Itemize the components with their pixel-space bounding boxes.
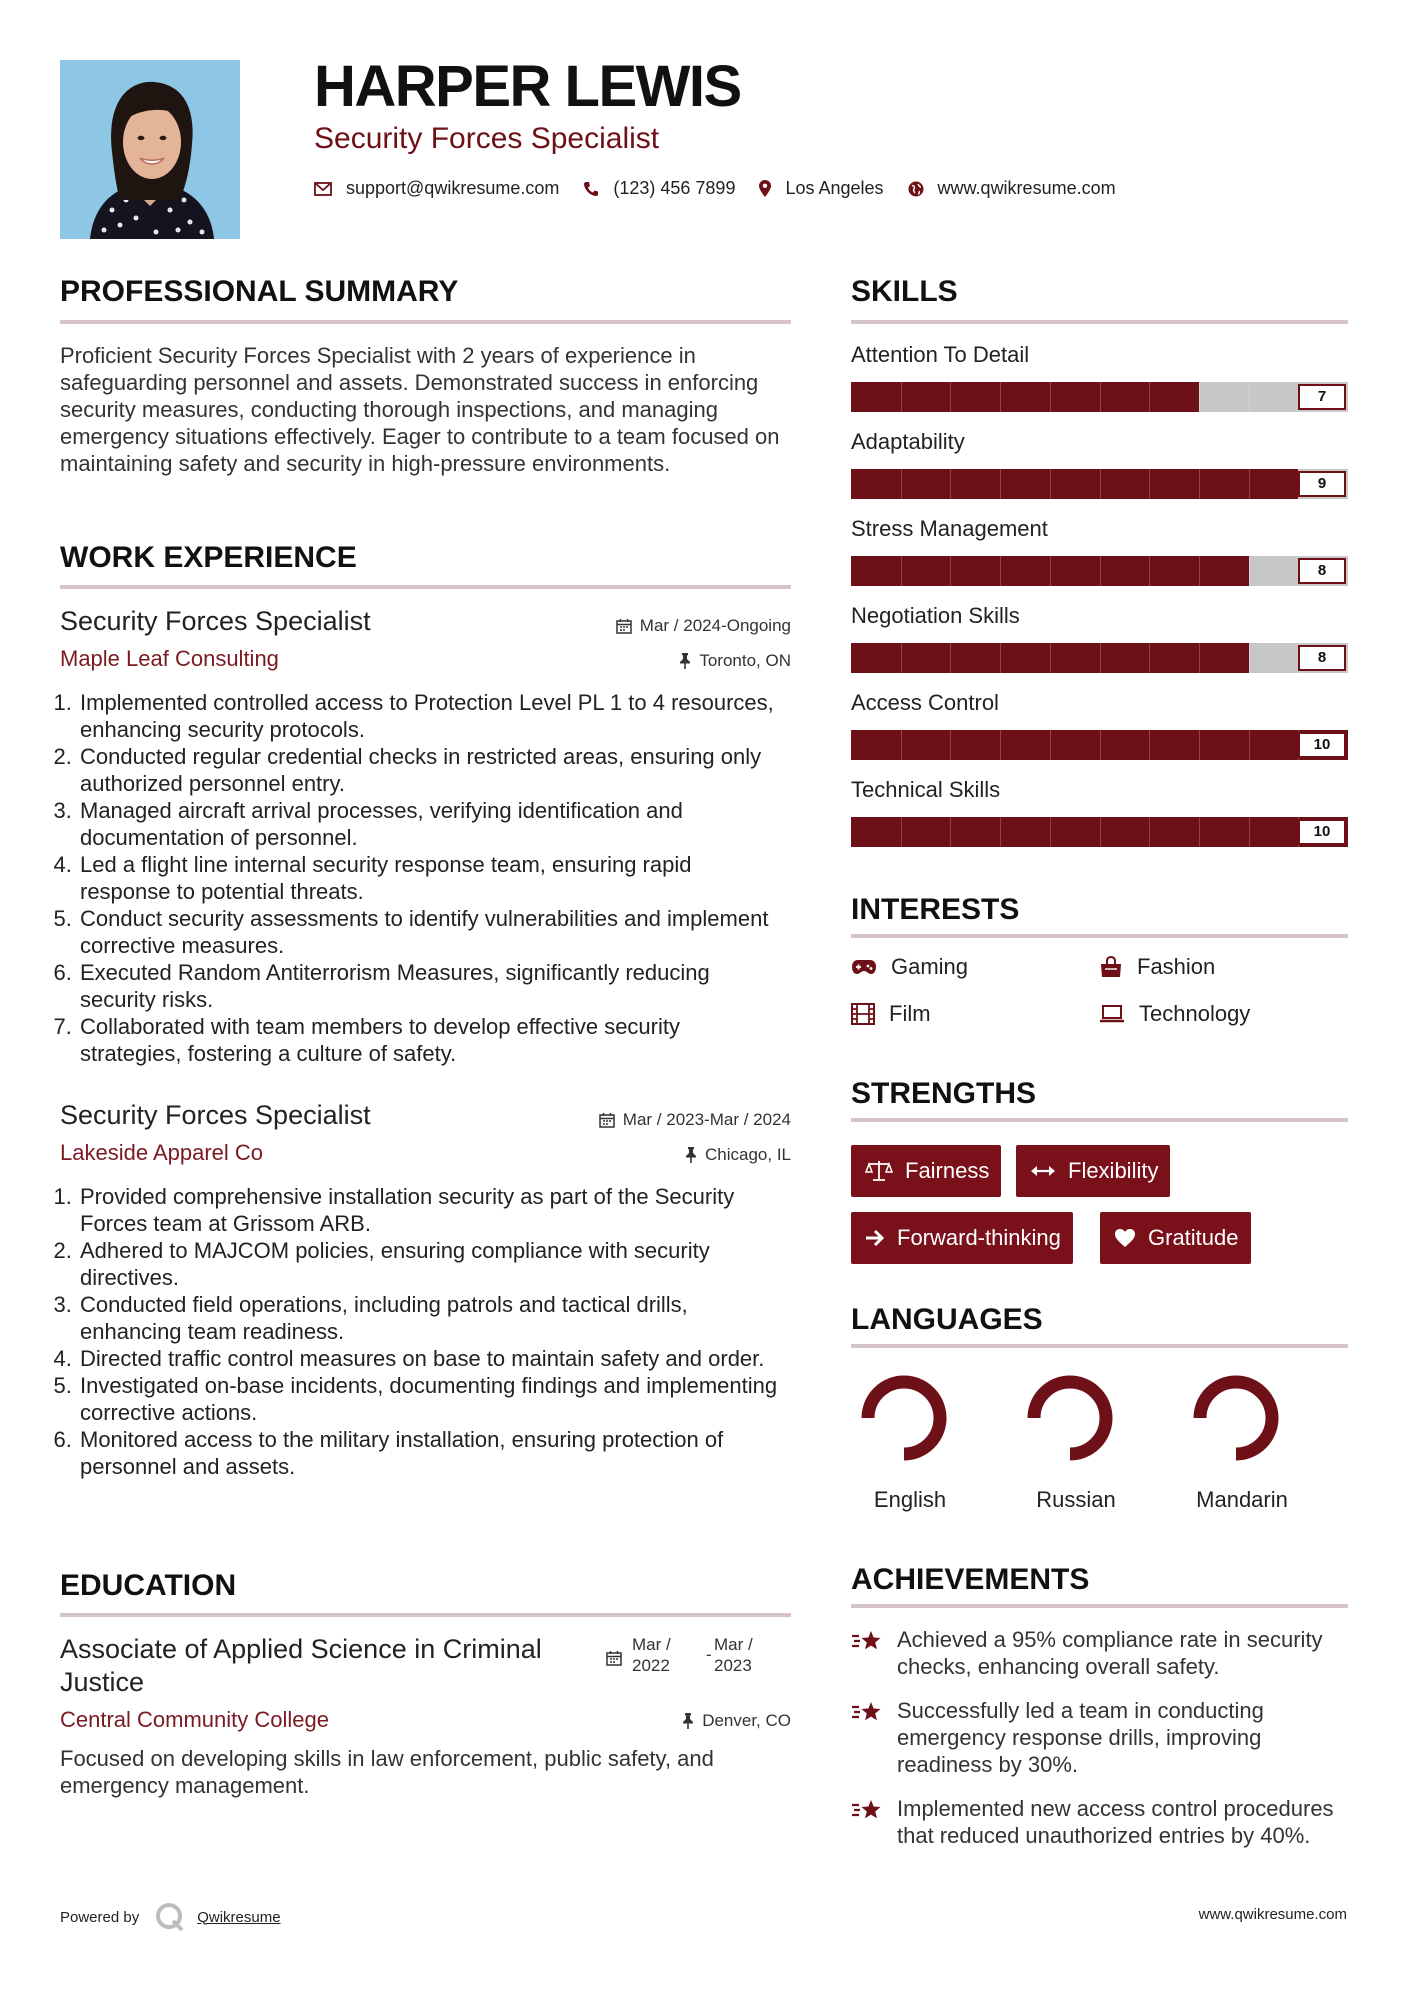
strength-label: Forward-thinking xyxy=(897,1225,1061,1250)
skill-label: Technical Skills xyxy=(851,777,1001,802)
candidate-role: Security Forces Specialist xyxy=(314,122,660,155)
skill-bar-segment xyxy=(1199,817,1200,847)
skill-bar-segment xyxy=(1249,382,1250,412)
skill-bar xyxy=(851,730,1348,760)
experience-divider xyxy=(60,585,791,589)
list-item: 6. Monitored access to the military installation, ensuring protection of personnel and assets. xyxy=(78,1426,785,1480)
languages-divider xyxy=(851,1344,1348,1348)
pushpin-icon xyxy=(685,1147,697,1163)
skill-bar-segment xyxy=(950,643,951,673)
language-gauge xyxy=(1192,1374,1280,1462)
education-start-month: Mar / xyxy=(632,1635,671,1654)
achievements-divider xyxy=(851,1604,1348,1608)
list-item: 4. Led a flight line internal security response team, ensuring rapid response to potential threats. xyxy=(78,851,785,905)
interest-label: Technology xyxy=(1139,1001,1251,1026)
gamepad-icon xyxy=(851,959,877,975)
job-2-title: Security Forces Specialist xyxy=(60,1100,371,1130)
language-gauge-arc xyxy=(1034,1382,1106,1454)
shooting-star-icon xyxy=(851,1699,883,1725)
strength-chip-gratitude xyxy=(1100,1212,1251,1264)
qwikresume-logo-icon xyxy=(155,1902,185,1932)
interests-heading: INTERESTS xyxy=(851,893,1020,926)
skill-bar-segment xyxy=(1050,469,1051,499)
strength-chip-fairness xyxy=(851,1145,1001,1197)
skill-bar-segment xyxy=(1199,730,1200,760)
skill-bar-segment xyxy=(1149,469,1150,499)
job-2-bullets xyxy=(60,1183,785,1480)
shooting-star-icon xyxy=(851,1797,883,1823)
language-gauge xyxy=(860,1374,948,1462)
skill-bar xyxy=(851,643,1348,673)
education-start-year: 2022 xyxy=(632,1656,670,1675)
interests-divider xyxy=(851,934,1348,938)
skill-bar-segment xyxy=(1100,469,1101,499)
skill-bar-segment xyxy=(1100,817,1101,847)
education-divider xyxy=(60,1613,791,1617)
skill-score: 10 xyxy=(1298,732,1346,758)
education-degree: Associate of Applied Science in Criminal Justice xyxy=(60,1634,542,1697)
map-marker-icon xyxy=(759,180,771,197)
skill-bar-segment xyxy=(1000,382,1001,412)
skill-bar xyxy=(851,469,1348,499)
education-heading: EDUCATION xyxy=(60,1569,237,1602)
job-1-bullets xyxy=(60,689,785,1067)
skill-bar-fill xyxy=(851,469,1298,499)
film-icon xyxy=(851,1003,875,1025)
skill-bar-segment xyxy=(950,556,951,586)
strength-label: Fairness xyxy=(905,1158,990,1183)
skill-bar-segment xyxy=(950,382,951,412)
strength-label: Gratitude xyxy=(1148,1225,1239,1250)
education-end xyxy=(714,1634,753,1676)
list-item: 6. Executed Random Antiterrorism Measures, significantly reducing security risks. xyxy=(78,959,785,1013)
contact-phone[interactable] xyxy=(583,178,735,199)
envelope-icon xyxy=(314,182,332,196)
strength-chip-flexibility xyxy=(1016,1145,1170,1197)
skill-bar-segment xyxy=(1000,730,1001,760)
interest-film xyxy=(851,1001,931,1027)
skill-bar xyxy=(851,382,1348,412)
arrows-horizontal-icon xyxy=(1030,1164,1056,1178)
job-1-company: Maple Leaf Consulting xyxy=(60,646,279,671)
skill-bar-segment xyxy=(1100,730,1101,760)
list-item: 5. Investigated on-base incidents, documenting findings and implementing corrective actions. xyxy=(78,1372,785,1426)
language-label: Mandarin xyxy=(1196,1487,1288,1512)
skill-bar-segment xyxy=(1249,817,1250,847)
language-gauge xyxy=(1026,1374,1114,1462)
strength-chip-forward-thinking xyxy=(851,1212,1073,1264)
education-school: Central Community College xyxy=(60,1707,329,1732)
education-end-month: Mar / xyxy=(714,1635,753,1654)
education-start xyxy=(632,1634,671,1676)
education-date-separator: - xyxy=(706,1645,712,1664)
job-2-location-text: Chicago, IL xyxy=(705,1145,791,1164)
achievement-text: Successfully led a team in conducting emergency response drills, improving readiness by 30%. xyxy=(897,1698,1264,1777)
job-1-title: Security Forces Specialist xyxy=(60,606,371,636)
job-1-dates-text: Mar / 2024-Ongoing xyxy=(639,616,791,635)
candidate-name: HARPER LEWIS xyxy=(314,54,741,119)
skill-bar-segment xyxy=(901,556,902,586)
laptop-icon xyxy=(1099,1005,1125,1023)
contact-phone-text: (123) 456 7899 xyxy=(613,178,736,198)
list-item: 2. Conducted regular credential checks in restricted areas, ensuring only authorized personnel entry. xyxy=(78,743,785,797)
language-label: English xyxy=(873,1487,947,1512)
skill-score: 7 xyxy=(1298,384,1346,410)
contact-website[interactable] xyxy=(908,178,1116,199)
skill-bar-segment xyxy=(1249,556,1250,586)
strengths-divider xyxy=(851,1118,1348,1122)
skills-divider xyxy=(851,320,1348,324)
contact-bar xyxy=(314,178,1140,199)
skill-bar-segment xyxy=(1100,382,1101,412)
skill-bar-segment xyxy=(1249,469,1250,499)
contact-location xyxy=(759,178,883,199)
achievement-text: Achieved a 95% compliance rate in security checks, enhancing overall safety. xyxy=(897,1627,1323,1679)
skill-bar-segment xyxy=(1149,382,1150,412)
skill-bar-segment xyxy=(1050,817,1051,847)
skill-bar-segment xyxy=(1149,643,1150,673)
list-item: 3. Managed aircraft arrival processes, verifying identification and documentation of personnel. xyxy=(78,797,785,851)
skill-bar-segment xyxy=(1199,382,1200,412)
skill-score: 10 xyxy=(1298,819,1346,845)
pushpin-icon xyxy=(682,1713,694,1729)
achievement-item xyxy=(851,1697,1348,1778)
languages-heading: LANGUAGES xyxy=(851,1303,1043,1336)
achievement-item xyxy=(851,1795,1348,1849)
skill-bar-segment xyxy=(1149,730,1150,760)
contact-email-text: support@qwikresume.com xyxy=(346,178,560,198)
skill-bar-segment xyxy=(901,469,902,499)
shopping-bag-icon xyxy=(1099,956,1123,978)
interest-label: Gaming xyxy=(891,954,969,979)
arrow-right-icon xyxy=(865,1229,885,1247)
skill-bar xyxy=(851,817,1348,847)
skill-bar-segment xyxy=(1149,556,1150,586)
education-end-year: 2023 xyxy=(714,1656,752,1675)
skill-bar-segment xyxy=(901,382,902,412)
skill-label: Stress Management xyxy=(851,516,1048,541)
job-2-dates-text: Mar / 2023-Mar / 2024 xyxy=(622,1110,791,1129)
list-item: 3. Conducted field operations, including patrols and tactical drills, enhancing team readiness. xyxy=(78,1291,785,1345)
list-item: 1. Implemented controlled access to Protection Level PL 1 to 4 resources, enhancing security protocols. xyxy=(78,689,785,743)
achievement-text: Implemented new access control procedures that reduced unauthorized entries by 40%. xyxy=(897,1796,1334,1848)
list-item: 2. Adhered to MAJCOM policies, ensuring compliance with security directives. xyxy=(78,1237,785,1291)
summary-text: Proficient Security Forces Specialist with 2 years of experience in safeguarding personnel and assets. Demonstrated success in enforcing security measures, conducting thorough inspections, and managing emergency situations effectively. Eager to contribute to a team focused on maintaining safety and security in high-pressure environments. xyxy=(60,343,780,476)
list-item: 7. Collaborated with team members to develop effective security strategies, fostering a culture of safety. xyxy=(78,1013,785,1067)
skill-label: Attention To Detail xyxy=(851,342,1030,367)
skill-bar-segment xyxy=(950,817,951,847)
job-2-dates xyxy=(599,1110,791,1130)
list-item: 5. Conduct security assessments to identify vulnerabilities and implement corrective measures. xyxy=(78,905,785,959)
skill-label: Access Control xyxy=(851,690,999,715)
language-label: Russian xyxy=(1036,1487,1116,1512)
skill-bar-segment xyxy=(950,469,951,499)
job-1-location xyxy=(679,651,791,671)
skill-bar-segment xyxy=(1100,556,1101,586)
education-location xyxy=(682,1711,791,1731)
skill-bar-segment xyxy=(1050,556,1051,586)
summary-heading: PROFESSIONAL SUMMARY xyxy=(60,275,459,308)
skill-bar-segment xyxy=(1000,556,1001,586)
phone-icon xyxy=(583,181,599,197)
balance-scale-icon xyxy=(865,1160,893,1182)
summary-divider xyxy=(60,320,791,324)
profile-photo xyxy=(60,60,240,239)
skill-bar-segment xyxy=(950,730,951,760)
interest-label: Film xyxy=(889,1001,931,1026)
skill-bar-segment xyxy=(1199,469,1200,499)
language-gauge-arc xyxy=(1200,1382,1272,1454)
calendar-icon xyxy=(616,618,632,634)
skill-bar-segment xyxy=(1100,643,1101,673)
contact-email[interactable] xyxy=(314,178,559,199)
language-gauge-arc xyxy=(868,1382,940,1454)
skill-label: Adaptability xyxy=(851,429,965,454)
interest-fashion xyxy=(1099,954,1215,980)
skill-label: Negotiation Skills xyxy=(851,603,1020,628)
footer-powered-by xyxy=(60,1902,281,1932)
skill-bar xyxy=(851,556,1348,586)
job-2-location xyxy=(685,1145,791,1165)
strengths-heading: STRENGTHS xyxy=(851,1077,1037,1110)
skill-bar-segment xyxy=(1000,817,1001,847)
list-item: 4. Directed traffic control measures on base to maintain safety and order. xyxy=(78,1345,785,1372)
skill-bar-segment xyxy=(1249,730,1250,760)
skill-score: 8 xyxy=(1298,558,1346,584)
skill-bar-segment xyxy=(1000,643,1001,673)
calendar-icon xyxy=(606,1650,622,1666)
interest-technology xyxy=(1099,1001,1250,1027)
skill-bar-segment xyxy=(1050,730,1051,760)
contact-location-text: Los Angeles xyxy=(785,178,884,198)
skill-bar-segment xyxy=(1000,469,1001,499)
skill-bar-segment xyxy=(1199,556,1200,586)
experience-heading: WORK EXPERIENCE xyxy=(60,541,357,574)
pushpin-icon xyxy=(679,653,691,669)
skill-bar-fill xyxy=(851,382,1199,412)
skill-bar-segment xyxy=(1050,643,1051,673)
powered-by-label: Powered by xyxy=(60,1908,140,1926)
qwikresume-link[interactable]: Qwikresume xyxy=(197,1908,281,1926)
strength-label: Flexibility xyxy=(1068,1158,1159,1183)
achievement-item xyxy=(851,1626,1348,1680)
skill-score: 9 xyxy=(1298,471,1346,497)
education-description: Focused on developing skills in law enforcement, public safety, and emergency management. xyxy=(60,1746,714,1798)
skill-score: 8 xyxy=(1298,645,1346,671)
shooting-star-icon xyxy=(851,1628,883,1654)
skill-bar-segment xyxy=(1149,817,1150,847)
footer-website[interactable]: www.qwikresume.com xyxy=(1198,1906,1347,1923)
education-location-text: Denver, CO xyxy=(702,1711,791,1730)
interest-label: Fashion xyxy=(1137,954,1216,979)
skill-bar-segment xyxy=(1249,643,1250,673)
job-1-location-text: Toronto, ON xyxy=(699,651,791,670)
list-item: 1. Provided comprehensive installation security as part of the Security Forces team at Grissom ARB. xyxy=(78,1183,785,1237)
interest-gaming xyxy=(851,954,968,980)
skill-bar-segment xyxy=(1050,382,1051,412)
achievements-heading: ACHIEVEMENTS xyxy=(851,1563,1090,1596)
job-2-company: Lakeside Apparel Co xyxy=(60,1140,264,1165)
job-1-dates xyxy=(616,616,791,636)
skills-heading: SKILLS xyxy=(851,275,958,308)
skill-bar-segment xyxy=(901,817,902,847)
skill-bar-segment xyxy=(1199,643,1200,673)
heart-icon xyxy=(1114,1228,1136,1248)
globe-icon xyxy=(908,181,924,197)
skill-bar-segment xyxy=(901,730,902,760)
education-date-icon xyxy=(606,1650,622,1671)
contact-website-text: www.qwikresume.com xyxy=(937,178,1116,198)
calendar-icon xyxy=(599,1112,615,1128)
skill-bar-segment xyxy=(901,643,902,673)
